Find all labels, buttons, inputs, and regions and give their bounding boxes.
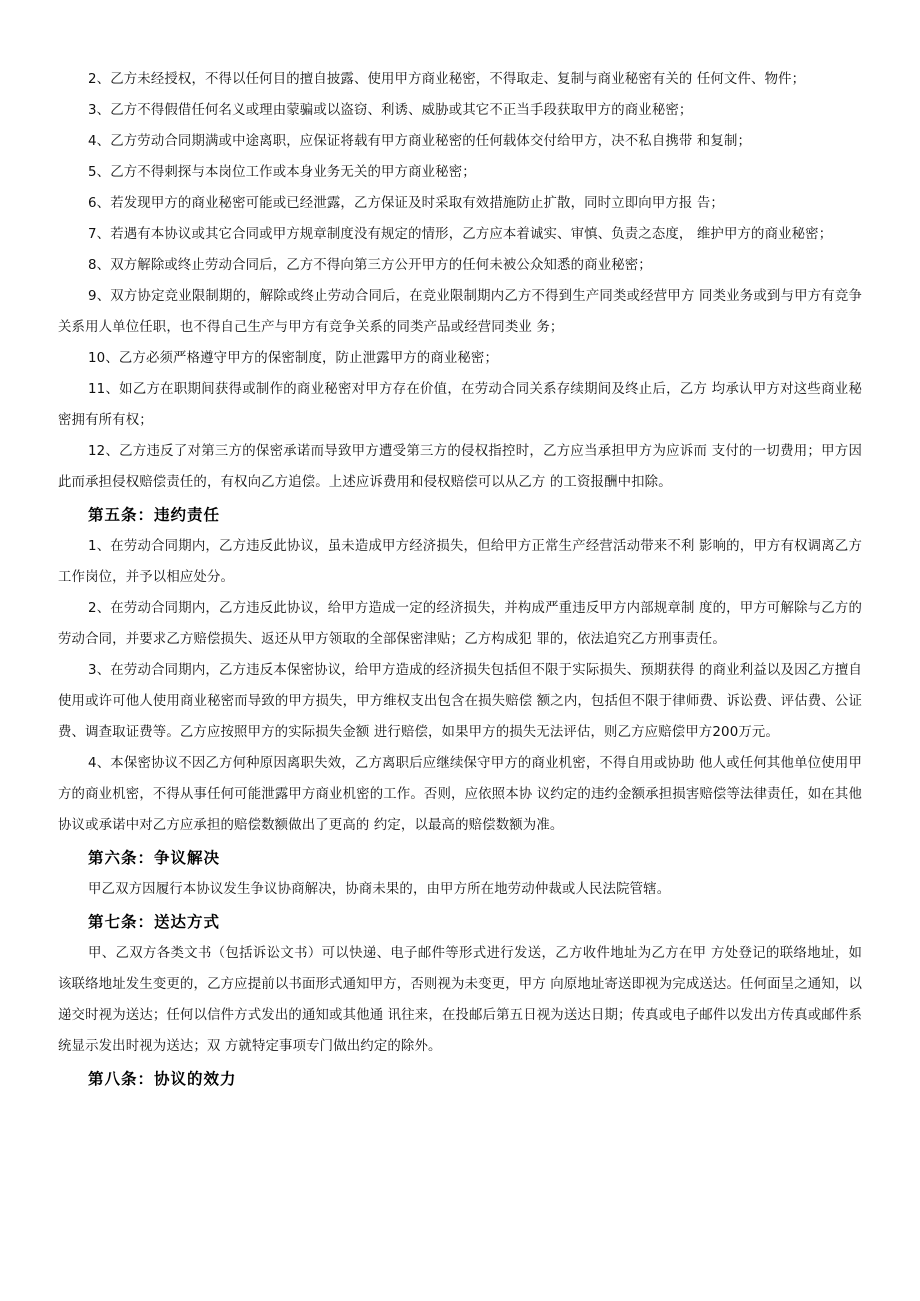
clause-4-item-8: 8、双方解除或终止劳动合同后，乙方不得向第三方公开甲方的任何未被公众知悉的商业秘密； (88, 258, 652, 273)
clause-4-item-2: 2、乙方未经授权，不得以任何目的擅自披露、使用甲方商业秘密，不得取走、复制与商业秘密有关的 任何文件、物件； (88, 72, 806, 87)
section-8-heading: 第八条：协议的效力 (88, 1069, 237, 1088)
section-5-heading: 第五条：违约责任 (88, 505, 221, 524)
clause-4-item-9: 9、双方协定竞业限制期的，解除或终止劳动合同后，在竞业限制期内乙方不得到生产同类或经营甲方 同类业务或到与甲方有竞争关系用人单位任职，也不得自己生产与甲方有竞争关系的同类产品或经营同类业 务； (58, 289, 862, 335)
clause-4-item-10: 10、乙方必须严格遵守甲方的保密制度，防止泄露甲方的商业秘密； (88, 351, 499, 366)
clause-4-item-3: 3、乙方不得假借任何名义或理由蒙骗或以盗窃、利诱、威胁或其它不正当手段获取甲方的商业秘密； (88, 103, 693, 118)
clause-5-item-3: 3、在劳动合同期内，乙方违反本保密协议，给甲方造成的经济损失包括但不限于实际损失、预期获得 的商业利益以及因乙方擅自使用或许可他人使用商业秘密而导致的甲方损失，甲方维权支出包含在损失赔偿 额之内，包括但不限于律师费、诉讼费、评估费、公证费、调查取证费等。乙方应按照甲方的实际损失金额 进行赔偿，如果甲方的损失无法评估，则乙方应赔偿甲方200万元。 (58, 663, 862, 740)
clause-4-item-4: 4、乙方劳动合同期满或中途离职，应保证将载有甲方商业秘密的任何载体交付给甲方，决不私自携带 和复制； (88, 134, 752, 149)
section-7-heading: 第七条：送达方式 (88, 912, 221, 931)
clause-4-item-12: 12、乙方违反了对第三方的保密承诺而导致甲方遭受第三方的侵权指控时，乙方应当承担甲方为应诉而 支付的一切费用；甲方因此而承担侵权赔偿责任的，有权向乙方追偿。上述应诉费用和侵权赔偿可以从乙方 的工资报酬中扣除。 (58, 444, 862, 490)
clause-7-text: 甲、乙双方各类文书（包括诉讼文书）可以快递、电子邮件等形式进行发送，乙方收件地址为乙方在甲 方处登记的联络地址，如该联络地址发生变更的，乙方应提前以书面形式通知甲方，否则视为未变更，甲方 向原地址寄送即视为完成送达。任何面呈之通知，以递交时视为送达；任何以信件方式发出的通知或其他通 讯往来，在投邮后第五日视为送达日期；传真或电子邮件以发出方传真或邮件系统显示发出时视为送达；双 方就特定事项专门做出约定的除外。 (58, 946, 862, 1054)
clause-6-text: 甲乙双方因履行本协议发生争议协商解决，协商未果的，由甲方所在地劳动仲裁或人民法院管辖。 (88, 882, 671, 897)
clause-5-item-1: 1、在劳动合同期内，乙方违反此协议，虽未造成甲方经济损失，但给甲方正常生产经营活动带来不利 影响的，甲方有权调离乙方工作岗位，并予以相应处分。 (58, 539, 862, 585)
clause-4-item-6: 6、若发现甲方的商业秘密可能或已经泄露，乙方保证及时采取有效措施防止扩散，同时立即向甲方报 告； (88, 196, 724, 211)
clause-5-item-4: 4、本保密协议不因乙方何种原因离职失效，乙方离职后应继续保守甲方的商业机密，不得自用或协助 他人或任何其他单位使用甲方的商业机密，不得从事任何可能泄露甲方商业机密的工作。否则，应依照本协 议约定的违约金额承担损害赔偿等法律责任，如在其他协议或承诺中对乙方应承担的赔偿数额做出了更高的 约定，以最高的赔偿数额为准。 (58, 756, 862, 833)
clause-4-item-7: 7、若遇有本协议或其它合同或甲方规章制度没有规定的情形，乙方应本着诚实、审慎、负责之态度， 维护甲方的商业秘密； (88, 227, 833, 242)
clause-4-item-11: 11、如乙方在职期间获得或制作的商业秘密对甲方存在价值，在劳动合同关系存续期间及终止后，乙方 均承认甲方对这些商业秘密拥有所有权； (58, 382, 862, 428)
clause-5-item-2: 2、在劳动合同期内，乙方违反此协议，给甲方造成一定的经济损失，并构成严重违反甲方内部规章制 度的，甲方可解除与乙方的劳动合同，并要求乙方赔偿损失、返还从甲方领取的全部保密津贴；乙方构成犯 罪的，依法追究乙方刑事责任。 (58, 601, 862, 647)
section-6-heading: 第六条：争议解决 (88, 848, 221, 867)
clause-4-item-5: 5、乙方不得刺探与本岗位工作或本身业务无关的甲方商业秘密； (88, 165, 476, 180)
